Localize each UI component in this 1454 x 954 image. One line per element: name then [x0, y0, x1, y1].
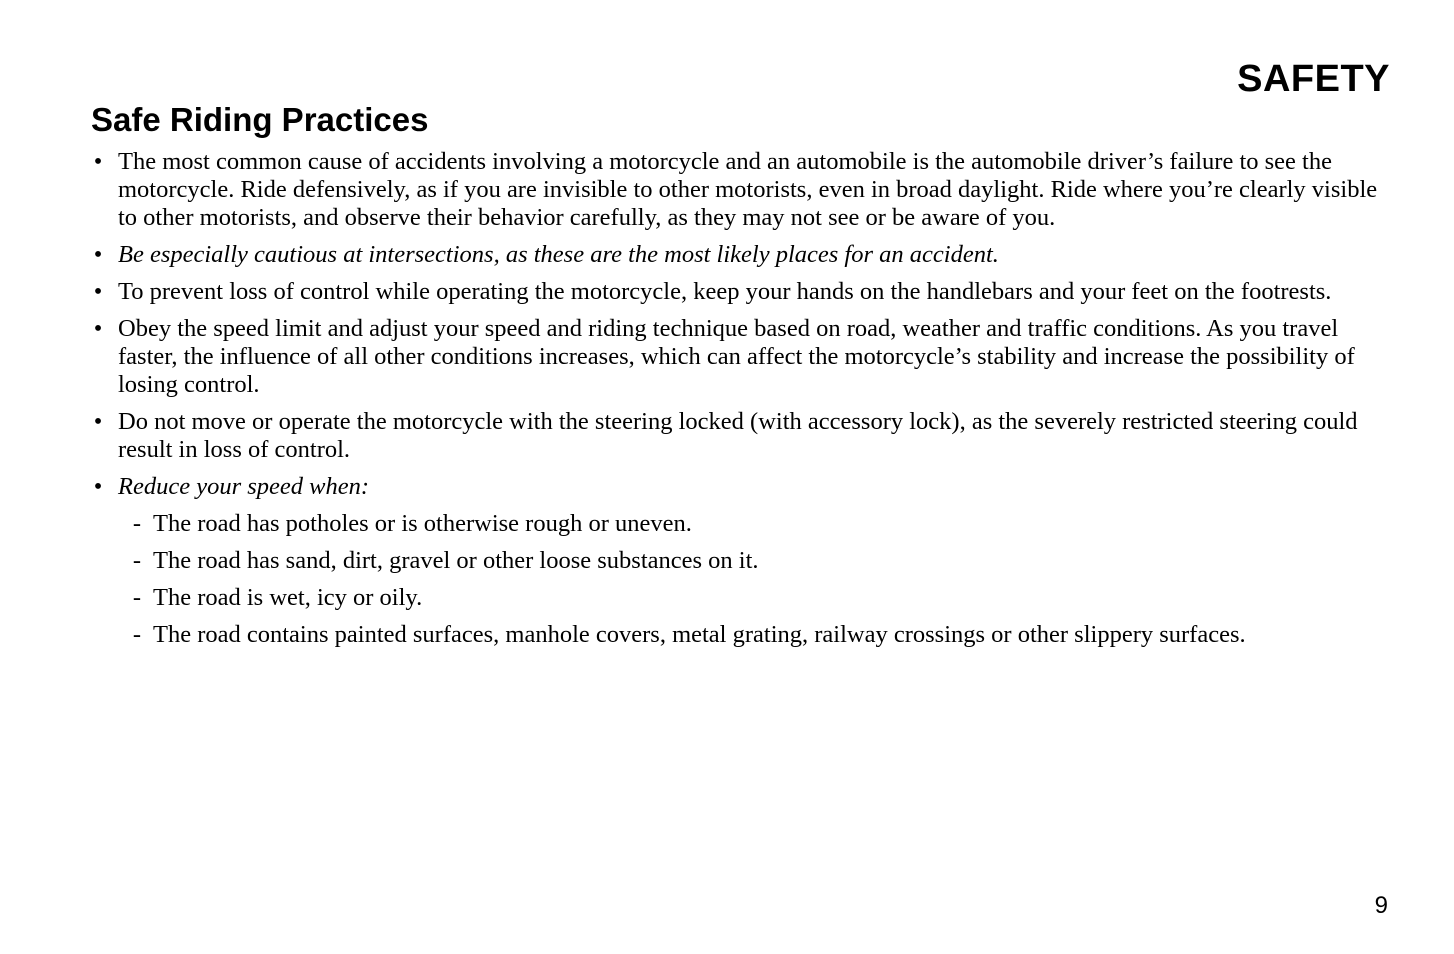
bullet-icon: •: [93, 278, 103, 305]
section-header: SAFETY: [1237, 58, 1390, 100]
bullet-item-6: [90, 473, 1395, 649]
sub-item-text: The road is wet, icy or oily.: [153, 584, 423, 611]
sub-item-4: [90, 621, 1395, 649]
sub-list: [118, 510, 1395, 649]
bullet-icon: •: [93, 473, 103, 500]
sub-item-1: [90, 510, 1395, 538]
dash-icon: -: [132, 547, 142, 574]
dash-icon: -: [132, 510, 142, 537]
bullet-text: Do not move or operate the motorcycle with the steering locked (with accessory lock), as the severely restricted steering could result in loss of control.: [118, 408, 1358, 463]
bullet-item-5: [90, 408, 1395, 464]
bullet-item-2: [90, 241, 1395, 269]
bullet-item-4: [90, 315, 1395, 399]
bullet-icon: •: [93, 408, 103, 435]
dash-icon: -: [132, 584, 142, 611]
bullet-text: The most common cause of accidents involving a motorcycle and an automobile is the automobile driver’s failure to see the motorcycle. Ride defensively, as if you are invisible to other motorists, even in broad daylight. Ride where you’re clearly visible to other motorists, and observe their behavior carefully, as they may not see or be aware of you.: [118, 148, 1378, 231]
sub-item-2: [90, 547, 1395, 575]
bullet-item-3: [90, 278, 1395, 306]
safety-content: [90, 148, 1395, 658]
bullet-icon: •: [93, 315, 103, 342]
bullet-text: Be especially cautious at intersections, as these are the most likely places for an accident.: [118, 241, 999, 268]
bullet-icon: •: [93, 241, 103, 268]
sub-item-text: The road has sand, dirt, gravel or other loose substances on it.: [153, 547, 759, 574]
sub-item-text: The road contains painted surfaces, manhole covers, metal grating, railway crossings or other slippery surfaces.: [153, 621, 1246, 648]
sub-item-text: The road has potholes or is otherwise rough or uneven.: [153, 510, 692, 537]
bullet-text: Obey the speed limit and adjust your speed and riding technique based on road, weather and traffic conditions. As you travel faster, the influence of all other conditions increases, which can affect the motorcycle’s stability and increase the possibility of losing control.: [118, 315, 1355, 398]
bullet-text: To prevent loss of control while operating the motorcycle, keep your hands on the handlebars and your feet on the footrests.: [118, 278, 1332, 305]
dash-icon: -: [132, 621, 142, 648]
page-title: Safe Riding Practices: [91, 101, 429, 138]
bullet-icon: •: [93, 148, 103, 175]
bullet-list: [90, 148, 1395, 649]
bullet-text: Reduce your speed when:: [118, 473, 370, 500]
page-number: 9: [1374, 892, 1388, 919]
bullet-item-1: [90, 148, 1395, 232]
sub-item-3: [90, 584, 1395, 612]
